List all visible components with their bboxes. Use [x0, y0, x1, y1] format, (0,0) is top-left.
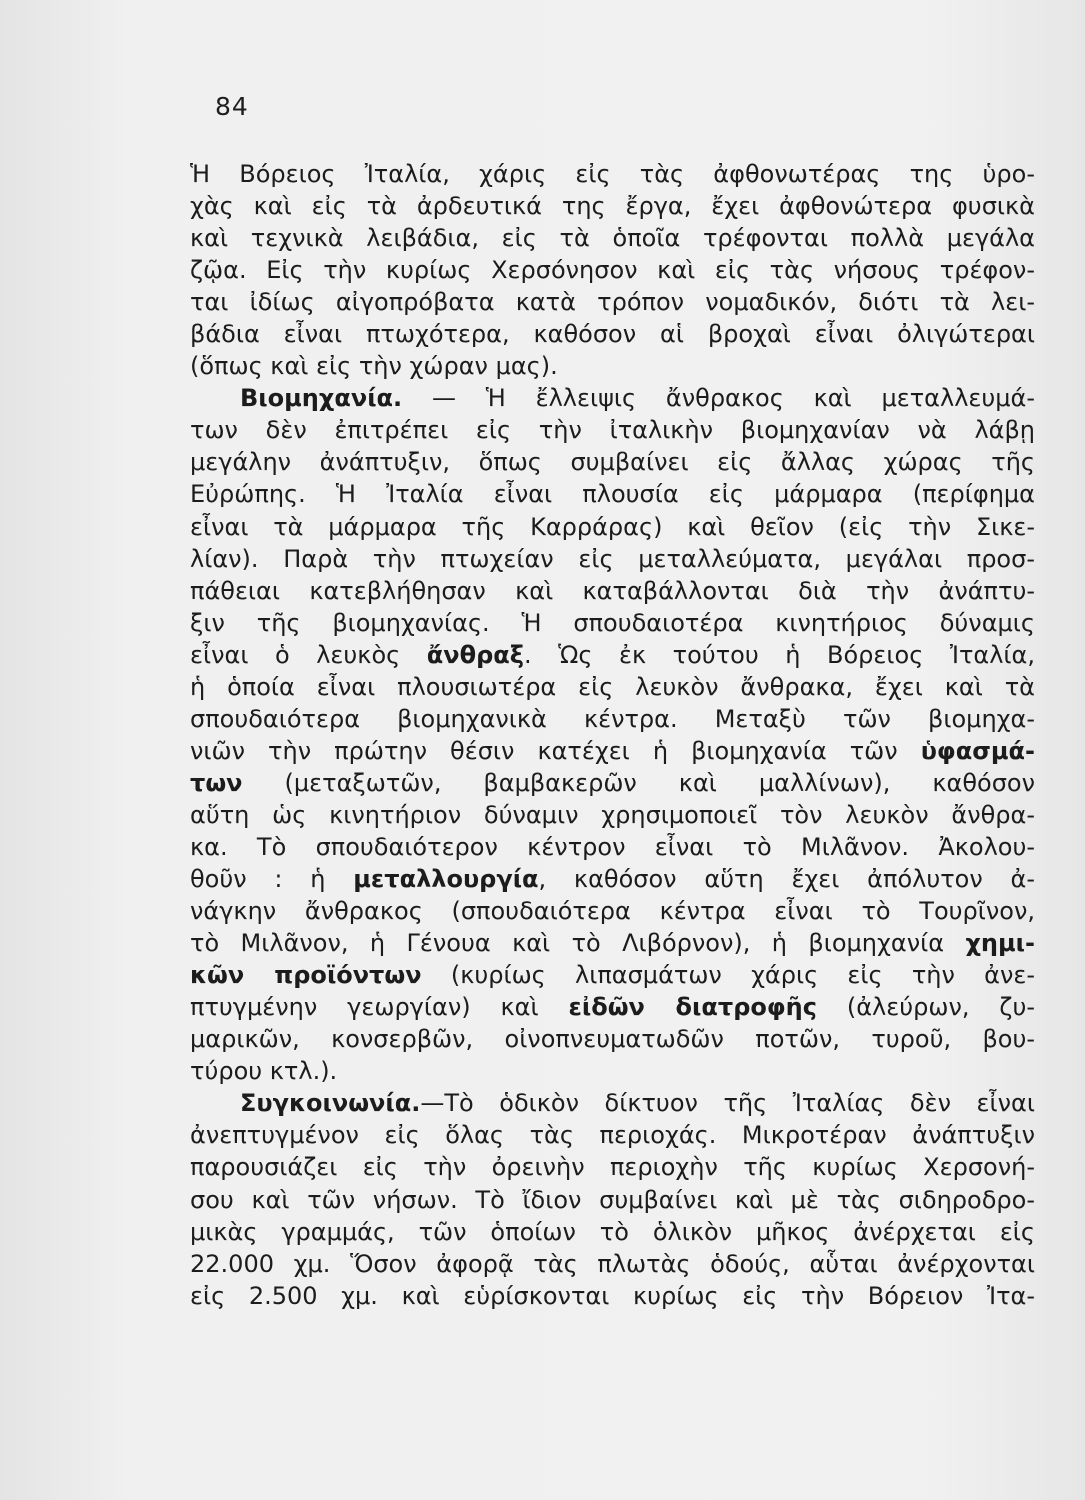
text-line	[190, 511, 1035, 543]
text-segment: σπουδαιότερα βιομηχανικὰ κέντρα. Μεταξὺ τῶν βιομηχα-	[190, 704, 1035, 733]
text-line	[190, 639, 1035, 671]
text-line	[190, 607, 1035, 639]
text-segment: χὰς καὶ εἰς τὰ ἀρδευτικά της ἔργα, ἔχει ἀφθονώτερα φυσικὰ	[190, 192, 1035, 221]
text-line	[190, 446, 1035, 478]
text-segment: μαρικῶν, κονσερβῶν, οἰνοπνευματωδῶν ποτῶν, τυροῦ, βου-	[190, 1025, 1035, 1054]
text-line	[190, 1248, 1035, 1280]
text-line	[190, 414, 1035, 446]
bold-term: εἰδῶν διατροφῆς	[568, 993, 817, 1022]
text-line	[190, 799, 1035, 831]
text-segment: Ἡ Βόρειος Ἰταλία, χάρις εἰς τὰς ἀφθονωτέρας της ὑρο-	[190, 160, 1035, 188]
text-line	[190, 575, 1035, 607]
text-segment: τύρου κτλ.).	[190, 1057, 338, 1086]
text-segment: αὕτη ὡς κινητήριον δύναμιν χρησιμοποιεῖ τὸν λευκὸν ἄνθρα-	[190, 800, 1035, 829]
text-line	[190, 1216, 1035, 1248]
text-segment: κα. Τὸ σπουδαιότερον κέντρον εἶναι τὸ Μιλᾶνον. Ἀκολου-	[190, 832, 1035, 861]
text-line	[190, 1184, 1035, 1216]
text-segment: (κυρίως λιπασμάτων χάρις εἰς τὴν ἀνε-	[421, 961, 1035, 990]
text-segment: (ἀλεύρων, ζυ-	[816, 993, 1035, 1022]
text-line	[190, 1280, 1035, 1312]
text-segment: 22.000 χμ. Ὅσον ἀφορᾷ τὰς πλωτὰς ὁδούς, αὗται ἀνέρχονται	[190, 1249, 1035, 1278]
text-segment: σου καὶ τῶν νήσων. Τὸ ἴδιον συμβαίνει καὶ μὲ τὰς σιδηροδρο-	[190, 1185, 1035, 1214]
bold-term: Συγκοινωνία.	[240, 1089, 421, 1118]
text-segment: , καθόσον αὕτη ἔχει ἀπόλυτον ἀ-	[538, 865, 1035, 894]
bold-term: ὑφασμά-	[920, 736, 1035, 765]
text-segment: ται ἰδίως αἰγοπρόβατα κατὰ τρόπον νομαδικόν, διότι τὰ λει-	[190, 288, 1035, 317]
text-segment: θοῦν : ἡ	[190, 865, 354, 894]
text-line	[190, 735, 1035, 767]
text-segment: ξιν τῆς βιομηχανίας. Ἡ σπουδαιοτέρα κινητήριος δύναμις	[190, 608, 1035, 637]
bold-term: των	[190, 768, 243, 797]
text-line	[190, 318, 1035, 350]
text-line	[190, 927, 1035, 959]
text-segment: πτυγμένην γεωργίαν) καὶ	[190, 993, 569, 1022]
text-line	[190, 1119, 1035, 1151]
text-line	[190, 1023, 1035, 1055]
body-text	[190, 158, 1035, 1312]
text-segment: εἰς 2.500 χμ. καὶ εὑρίσκονται κυρίως εἰς τὴν Βόρειον Ἰτα-	[190, 1281, 1035, 1310]
text-segment: εἶναι τὰ μάρμαρα τῆς Καρράρας) καὶ θεῖον (εἰς τὴν Σικε-	[190, 512, 1035, 541]
bold-term: μεταλλουργία	[353, 865, 539, 894]
text-line	[190, 543, 1035, 575]
text-line	[190, 895, 1035, 927]
text-line	[190, 767, 1035, 799]
text-line	[190, 863, 1035, 895]
text-line	[190, 158, 1035, 190]
text-segment: καὶ τεχνικὰ λειβάδια, εἰς τὰ ὁποῖα τρέφονται πολλὰ μεγάλα	[190, 224, 1035, 253]
text-segment: νιῶν τὴν πρώτην θέσιν κατέχει ἡ βιομηχανία τῶν	[190, 736, 921, 765]
bold-term: κῶν προϊόντων	[190, 961, 422, 990]
text-line	[190, 254, 1035, 286]
text-line	[190, 478, 1035, 510]
text-segment: . Ὡς ἐκ τούτου ἡ Βόρειος Ἰταλία,	[523, 640, 1035, 669]
text-line	[190, 350, 1035, 382]
text-segment: παρουσιάζει εἰς τὴν ὀρεινὴν περιοχὴν τῆς κυρίως Χερσονή-	[190, 1153, 1035, 1182]
text-segment: βάδια εἶναι πτωχότερα, καθόσον αἱ βροχαὶ εἶναι ὀλιγώτεραι	[190, 320, 1035, 349]
text-line	[190, 1055, 1035, 1087]
text-segment: ἡ ὁποία εἶναι πλουσιωτέρα εἰς λευκὸν ἄνθρακα, ἔχει καὶ τὰ	[190, 672, 1035, 701]
text-line	[190, 1087, 1035, 1119]
text-segment: μεγάλην ἀνάπτυξιν, ὅπως συμβαίνει εἰς ἄλλας χώρας τῆς	[190, 448, 1035, 477]
text-segment: Εὐρώπης. Ἡ Ἰταλία εἶναι πλουσία εἰς μάρμαρα (περίφημα	[190, 480, 1035, 509]
page-number: 84	[215, 92, 249, 121]
text-line	[190, 1151, 1035, 1183]
bold-term: χημι-	[965, 929, 1035, 958]
text-segment: μικὰς γραμμάς, τῶν ὁποίων τὸ ὁλικὸν μῆκος ἀνέρχεται εἰς	[190, 1217, 1035, 1246]
text-segment: ἀνεπτυγμένον εἰς ὅλας τὰς περιοχάς. Μικροτέραν ἀνάπτυξιν	[190, 1121, 1035, 1150]
text-segment: ζῷα. Εἰς τὴν κυρίως Χερσόνησον καὶ εἰς τὰς νήσους τρέφον-	[190, 256, 1035, 285]
text-segment: —Τὸ ὁδικὸν δίκτυον τῆς Ἰταλίας δὲν εἶναι	[420, 1089, 1035, 1118]
text-segment: λίαν). Παρὰ τὴν πτωχείαν εἰς μεταλλεύματα, μεγάλαι προσ-	[190, 544, 1035, 573]
bold-term: Βιομηχανία.	[240, 384, 403, 413]
text-line	[190, 286, 1035, 318]
text-segment: νάγκην ἄνθρακος (σπουδαιότερα κέντρα εἶναι τὸ Τουρῖνον,	[190, 897, 1035, 926]
text-segment: — Ἡ ἔλλειψις ἄνθρακος καὶ μεταλλευμά-	[402, 384, 1035, 413]
text-segment: (μεταξωτῶν, βαμβακερῶν καὶ μαλλίνων), καθόσον	[242, 768, 1035, 797]
text-segment: (ὅπως καὶ εἰς τὴν χώραν μας).	[190, 352, 558, 381]
text-line	[190, 671, 1035, 703]
text-line	[190, 959, 1035, 991]
text-segment: εἶναι ὁ λευκὸς	[190, 640, 427, 669]
text-segment: τὸ Μιλᾶνον, ἡ Γένουα καὶ τὸ Λιβόρνον), ἡ βιομηχανία	[190, 929, 966, 958]
text-line	[190, 831, 1035, 863]
text-line	[190, 190, 1035, 222]
bold-term: ἄνθραξ	[426, 640, 524, 669]
text-segment: πάθειαι κατεβλήθησαν καὶ καταβάλλονται διὰ τὴν ἀνάπτυ-	[190, 576, 1035, 605]
text-line	[190, 382, 1035, 414]
text-line	[190, 703, 1035, 735]
text-line	[190, 991, 1035, 1023]
text-segment: των δὲν ἐπιτρέπει εἰς τὴν ἰταλικὴν βιομηχανίαν νὰ λάβῃ	[190, 416, 1035, 445]
text-line	[190, 222, 1035, 254]
